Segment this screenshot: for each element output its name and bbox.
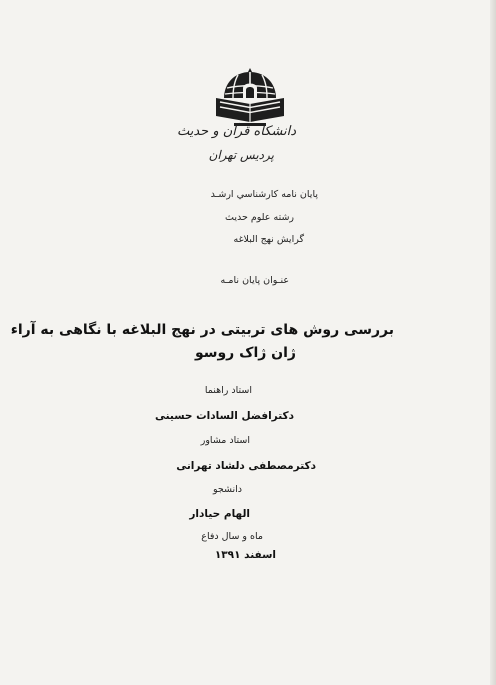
supervisor-label: استاد راهنما bbox=[204, 385, 252, 396]
student-name: الهام حیادار bbox=[189, 508, 250, 520]
defense-date-label: ماه و سال دفاع bbox=[201, 531, 263, 542]
university-name: دانشکاه قرآن و حدیث bbox=[176, 124, 296, 139]
supervisor-name: دکترافضل السادات حسینی bbox=[155, 410, 294, 422]
degree-line: پایان نامه کارشناسي ارشـد bbox=[210, 189, 318, 200]
advisor-name: دکترمصطفی دلشاد تهرانی bbox=[176, 460, 316, 472]
defense-date: اسفند ۱۳۹۱ bbox=[214, 549, 276, 561]
field-line: رشته علوم حدیث bbox=[225, 212, 294, 223]
campus-name: پردیس تهران bbox=[208, 148, 274, 162]
thesis-title-line-1: بررسی روش های تربیتی در نهج البلاغه با نگاهی به آراء bbox=[10, 322, 394, 338]
thesis-title-line-2: ژان ژاک روسو bbox=[194, 345, 296, 361]
advisor-label: استاد مشاور bbox=[200, 435, 250, 446]
orientation-line: گرایش نهج البلاغه bbox=[233, 234, 304, 245]
student-label: دانشجو bbox=[212, 484, 242, 495]
thesis-title-label: عنـوان پایان نامـه bbox=[220, 275, 289, 286]
